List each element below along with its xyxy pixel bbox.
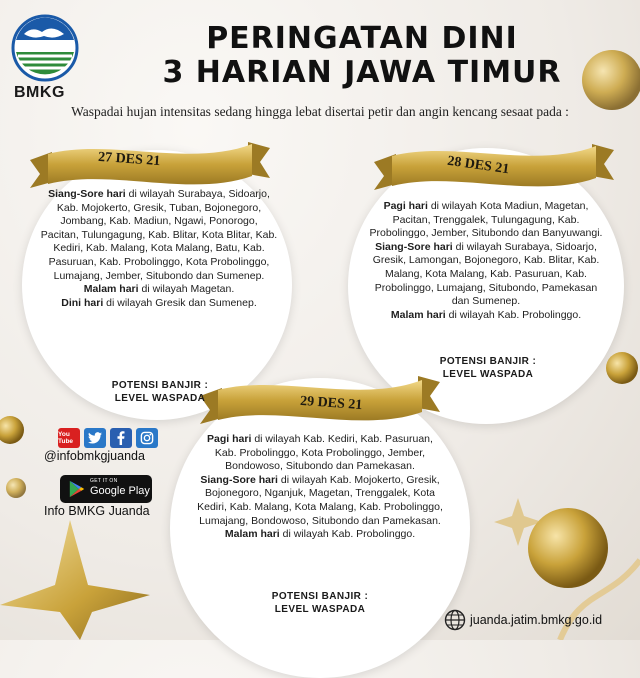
- globe-icon: [444, 609, 466, 631]
- title-line-2: 3 HARIAN JAWA TIMUR: [162, 55, 562, 90]
- day1-s2-label: Malam hari: [83, 283, 139, 296]
- day2-s2-text: di wilayah Surabaya, Sidoarjo, Gresik, Lamongan, Bojonegoro, Kab. Blitar, Kab. Malang, Kota Malang, Kab. Pasuruan, Kab. Probolinggo, Lumajang, Situbondo, Pamekasan dan Sumenep.: [372, 240, 600, 308]
- day1-s1-label: Siang-Sore hari: [48, 188, 126, 200]
- day1-s2-text: di wilayah Magetan.: [138, 283, 235, 296]
- day3-potensi-level: LEVEL WASPADA: [274, 604, 366, 615]
- ornament-ball-right: [606, 352, 638, 384]
- day3-s1-label: Pagi hari: [207, 433, 252, 445]
- google-play-badge[interactable]: [60, 475, 152, 503]
- day2-text: [366, 200, 606, 322]
- day1-s3-text: di wilayah Gresik dan Sumenep.: [103, 296, 257, 309]
- google-play-small-text: GET IT ON: [90, 478, 118, 484]
- day3-potensi: [240, 590, 400, 616]
- day2-s2-label: Siang-Sore hari: [375, 240, 453, 253]
- day3-s1-text: di wilayah Kab. Kediri, Kab. Pasuruan, Kab. Probolinggo, Kota Probolinggo, Jember, Bondowoso, Situbondo dan Pamekasan.: [214, 433, 433, 473]
- ornament-ball-bottom-right: [528, 508, 608, 588]
- day1-potensi-level: LEVEL WASPADA: [114, 393, 206, 404]
- subtitle: Waspadai hujan intensitas sedang hingga lebat disertai petir dan angin kencang sesaat pada :: [71, 104, 569, 119]
- day3-s2-label: Siang-Sore hari: [200, 473, 278, 486]
- social-links: [58, 428, 158, 448]
- day3-s2-text: di wilayah Kab. Mojokerto, Gresik, Bojonegoro, Nganjuk, Magetan, Trenggalek, Kota Kediri, Kab. Malang, Kota Malang, Kab. Probolinggo, Lumajang, Bondowoso, Situbondo dan Pamekasan.: [197, 473, 443, 527]
- day1-s1-text: di wilayah Surabaya, Sidoarjo, Kab. Mojokerto, Gresik, Tuban, Bojonegoro, Jombang, Kab. Madiun, Ngawi, Ponorogo, Pacitan, Tulungagung, Kab. Blitar, Kota Blitar, Kab. Kediri, Kab. Malang, Kota Malang, Batu, Kab. Pasuruan, Kab. Probolinggo, Kota Probolinggo, Lumajang, Jember, Situbondo dan Sumenep.: [40, 188, 278, 282]
- google-play-icon: [68, 480, 86, 498]
- day2-s3-label: Malam hari: [390, 308, 446, 321]
- title-line-1: PERINGATAN DINI: [206, 21, 518, 56]
- day2-s1-text: di wilayah Kota Madiun, Magetan, Pacitan, Trenggalek, Tulungagung, Kab. Probolinggo, Jember, Situbondo dan Banyuwangi.: [369, 200, 603, 240]
- social-handle[interactable]: @infobmkgjuanda: [44, 449, 145, 463]
- youtube-icon[interactable]: You Tube: [58, 428, 80, 448]
- twitter-icon[interactable]: [84, 428, 106, 448]
- ornament-ball-left: [0, 416, 24, 444]
- facebook-icon[interactable]: [110, 428, 132, 448]
- day1-potensi-label: POTENSI BANJIR :: [111, 380, 209, 391]
- day3-date: 29 DES 21: [299, 393, 363, 414]
- day2-potensi: [408, 355, 568, 381]
- page-title: [92, 22, 632, 90]
- website-link[interactable]: juanda.jatim.bmkg.go.id: [470, 613, 603, 627]
- day1-text: [40, 188, 278, 310]
- google-play-big-text: Google Play: [90, 485, 150, 497]
- day2-potensi-label: POTENSI BANJIR :: [439, 356, 537, 367]
- ornament-star-bottom-left: [0, 520, 150, 640]
- day3-potensi-label: POTENSI BANJIR :: [271, 591, 369, 602]
- ornament-ball-bottom-left: [6, 478, 26, 498]
- day2-potensi-level: LEVEL WASPADA: [442, 369, 534, 380]
- day3-text: [196, 433, 444, 542]
- day1-date: 27 DES 21: [97, 149, 161, 170]
- day2-s3-text: di wilayah Kab. Probolinggo.: [445, 308, 582, 321]
- day1-s3-label: Dini hari: [61, 296, 104, 309]
- day2-date: 28 DES 21: [446, 153, 511, 178]
- logo-text: BMKG: [14, 84, 65, 101]
- day3-s3-label: Malam hari: [224, 528, 280, 541]
- app-name: Info BMKG Juanda: [44, 504, 150, 518]
- instagram-icon[interactable]: [136, 428, 158, 448]
- day2-s1-label: Pagi hari: [383, 200, 428, 212]
- day1-potensi: [80, 379, 240, 405]
- day3-s3-text: di wilayah Kab. Probolinggo.: [279, 528, 416, 541]
